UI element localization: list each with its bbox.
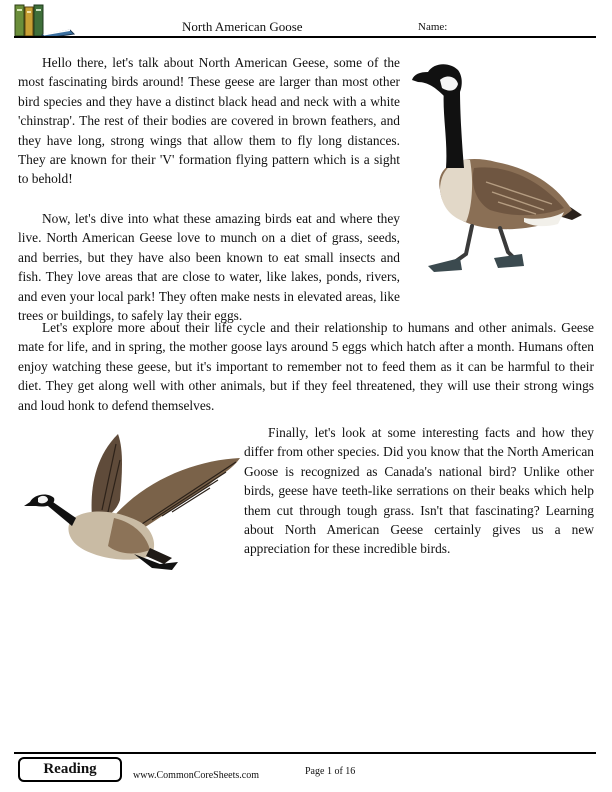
name-label: Name: xyxy=(418,21,448,33)
header-divider xyxy=(14,36,596,38)
worksheet-title: North American Goose xyxy=(182,19,303,34)
flying-goose-image xyxy=(22,430,244,572)
footer-divider xyxy=(14,752,596,754)
website-link[interactable]: www.CommonCoreSheets.com xyxy=(133,770,260,781)
paragraph-life-cycle: Let's explore more about their life cycle and their relationship to humans and other animals. Geese mate for life, and in spring, the mother goose lays around 5 eggs which hatch after a month. Humans often enjoy watching these geese, but it's important to remember not to feed them as it can be harmful to their diet. They get along well with other animals, but if they feel threatened, they will use their strong wings and loud honk to defend themselves. xyxy=(18,320,594,413)
books-logo-icon xyxy=(14,4,76,38)
standing-goose-image xyxy=(404,58,592,280)
reading-badge: Reading xyxy=(18,757,122,782)
paragraph-diet-habitat: Now, let's dive into what these amazing birds eat and where they live. North American Geese love to munch on a diet of grass, seeds, and berries, but they have also been known to eat small insects and fish. They love areas that are close to water, like lakes, ponds, rivers, and even your local park! They often make nests in elevated areas, like trees or buildings, to safely lay their eggs. xyxy=(18,211,400,324)
paragraph-facts: Finally, let's look at some interesting facts and how they differ from other species. Did you know that the North American Goose is recognized as Canada's national bird? Unlike other birds, geese have teeth-like serrations on their beaks which help them cut through tough grass. Isn't that fascinating? Learning about North American Geese certainly gives us a new appreciation for these incredible birds. xyxy=(244,425,594,557)
page-number: Page 1 of 16 xyxy=(305,766,356,777)
paragraph-intro: Hello there, let's talk about North American Geese, some of the most fascinating birds around! These geese are larger than most other bird species and they have a distinct black head and neck with a white 'chinstrap'. The rest of their bodies are covered in brown feathers, and they have long, strong wings that allow them to fly long distances. They are known for their 'V' formation flying pattern which is a sight to behold! xyxy=(18,55,400,187)
